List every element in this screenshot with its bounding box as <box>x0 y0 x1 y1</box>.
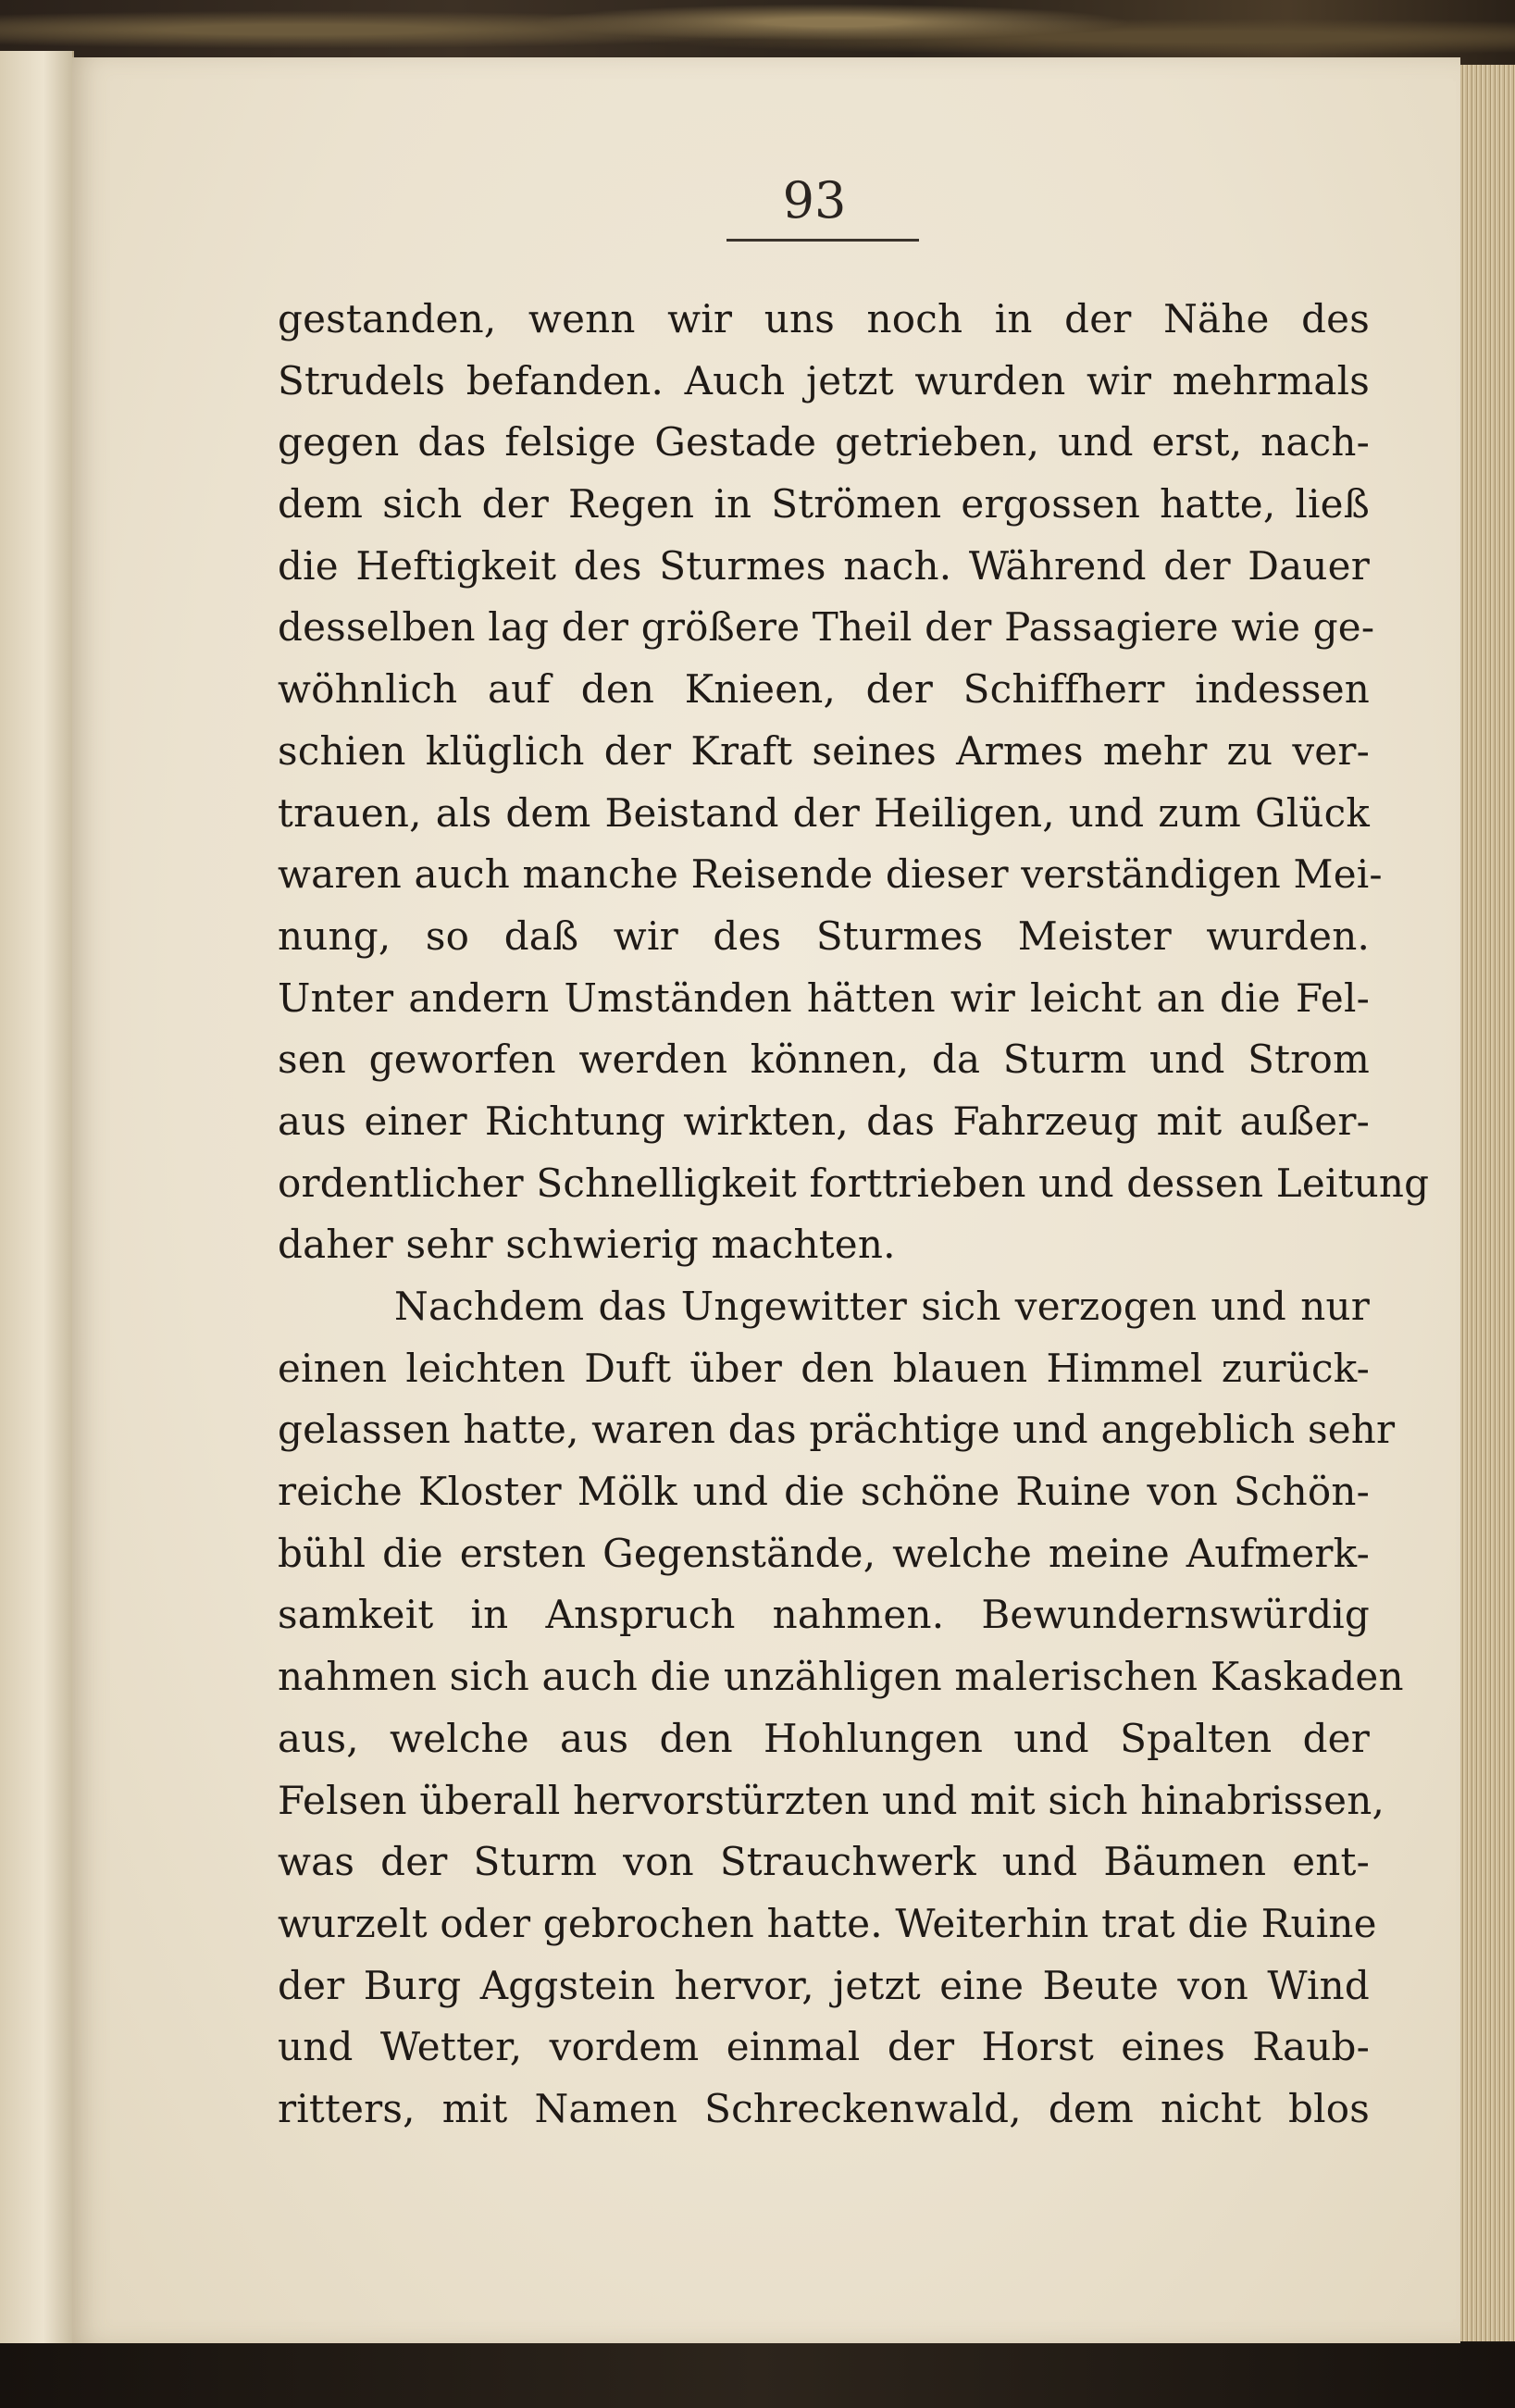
text-line: nung, so daß wir des Sturmes Meister wurden. <box>278 912 1370 959</box>
text-line: schien klüglich der Kraft seines Armes mehr zu ver- <box>278 727 1370 774</box>
text-line: ordentlicher Schnelligkeit forttrieben und dessen Leitung <box>278 1160 1430 1206</box>
text-line: waren auch manche Reisende dieser verständigen Mei- <box>278 851 1383 898</box>
body-text <box>278 289 1430 2141</box>
text-line: Felsen überall hervorstürzten und mit sich hinabrissen, <box>278 1777 1385 1823</box>
text-line: und Wetter, vordem einmal der Horst eines Raub- <box>278 2024 1370 2070</box>
text-line: dem sich der Regen in Strömen ergossen hatte, ließ <box>278 481 1370 528</box>
text-line: wöhnlich auf den Knieen, der Schiffherr indessen <box>278 666 1370 713</box>
text-line: einen leichten Duft über den blauen Himmel zurück- <box>278 1345 1370 1391</box>
text-line: Strudels befanden. Auch jetzt wurden wir mehrmals <box>278 357 1370 403</box>
text-line: desselben lag der größere Theil der Passagiere wie ge- <box>278 604 1375 651</box>
header-rule <box>726 239 919 242</box>
text-line: gelassen hatte, waren das prächtige und angeblich sehr <box>278 1407 1396 1453</box>
text-line: die Heftigkeit des Sturmes nach. Während der Dauer <box>278 542 1370 589</box>
book-cover-bottom <box>0 2343 1515 2408</box>
text-line: gegen das felsige Gestade getrieben, und erst, nach- <box>278 419 1370 465</box>
text-line: samkeit in Anspruch nahmen. Bewundernswürdig <box>278 1592 1370 1638</box>
text-line: bühl die ersten Gegenstände, welche meine Aufmerk- <box>278 1530 1370 1576</box>
text-line: trauen, als dem Beistand der Heiligen, und zum Glück <box>278 789 1370 836</box>
page-number: 93 <box>782 171 847 230</box>
text-line: sen geworfen werden können, da Sturm und Strom <box>278 1036 1370 1083</box>
text-line: aus einer Richtung wirkten, das Fahrzeug mit außer- <box>278 1098 1370 1144</box>
facing-page-edge <box>0 51 74 2346</box>
page-edges <box>1460 65 1515 2341</box>
text-line: nahmen sich auch die unzähligen malerischen Kaskaden <box>278 1654 1404 1700</box>
text-line: Nachdem das Ungewitter sich verzogen und nur <box>394 1284 1370 1329</box>
text-line: Unter andern Umständen hätten wir leicht an die Fel- <box>278 974 1370 1021</box>
paragraph <box>278 289 1430 1276</box>
text-line: wurzelt oder gebrochen hatte. Weiterhin trat die Ruine <box>278 1900 1377 1946</box>
text-line: ritters, mit Namen Schreckenwald, dem nicht blos <box>278 2085 1370 2131</box>
text-line: daher sehr schwierig machten. <box>278 1222 896 1268</box>
paragraph <box>278 1276 1404 2141</box>
text-line: reiche Kloster Mölk und die schöne Ruine von Schön- <box>278 1469 1370 1515</box>
text-line: gestanden, wenn wir uns noch in der Nähe des <box>278 296 1370 341</box>
text-line: aus, welche aus den Hohlungen und Spalten der <box>278 1715 1370 1761</box>
text-line: was der Sturm von Strauchwerk und Bäumen ent- <box>278 1839 1370 1885</box>
text-line: der Burg Aggstein hervor, jetzt eine Beute von Wind <box>278 1962 1370 2008</box>
